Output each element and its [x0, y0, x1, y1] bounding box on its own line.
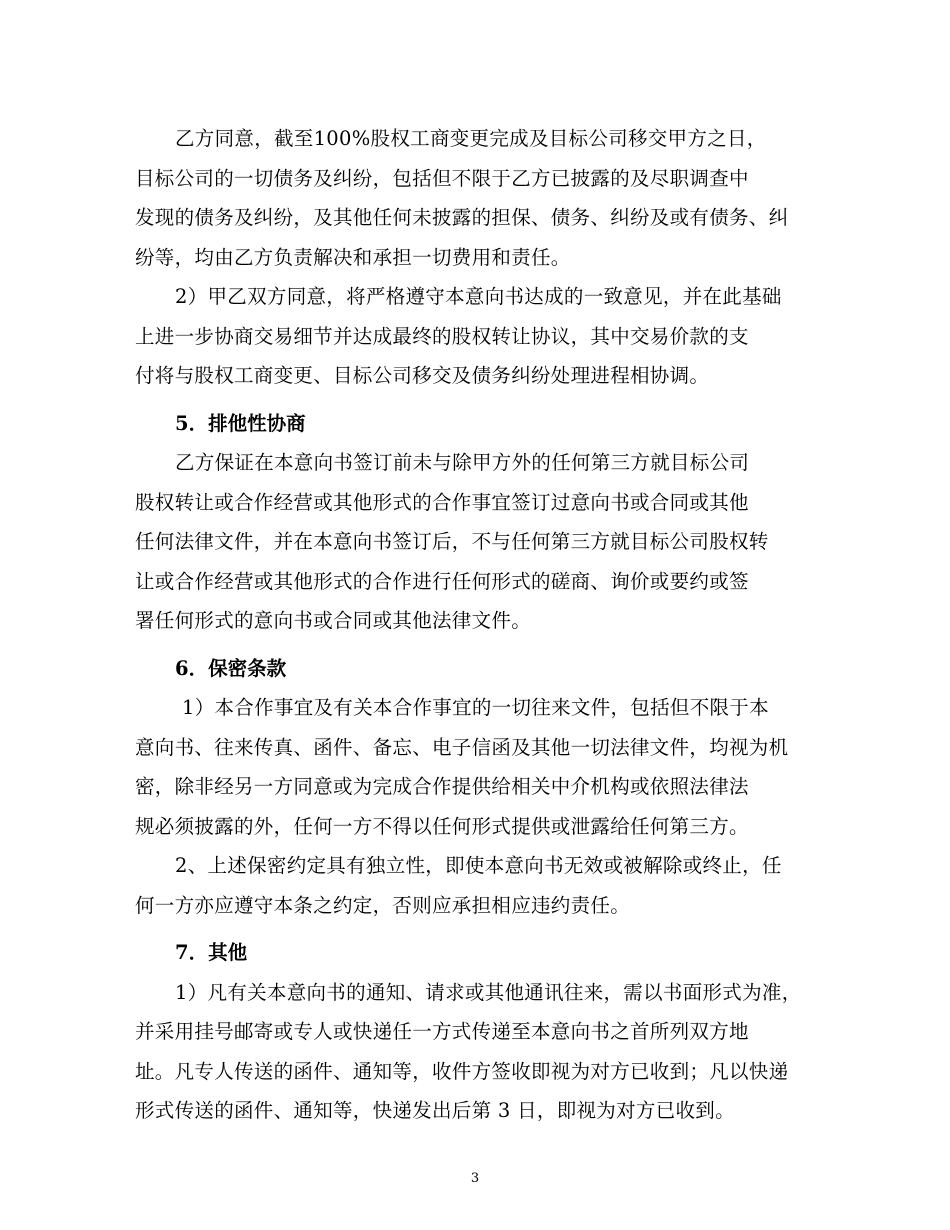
text-line: 署任何形式的意向书或合同或其他法律文件。 [135, 609, 532, 632]
paragraph-mutual-agreement [135, 277, 825, 396]
text-line: 规必须披露的外，任何一方不得以任何形式提供或泄露给任何第三方。 [135, 814, 749, 838]
text-line: 2）甲乙双方同意，将严格遵守本意向书达成的一致意见，并在此基础 [175, 285, 782, 308]
text-line: 密，除非经另一方同意或为完成合作提供给相关中介机构或依照法律法 [135, 775, 749, 798]
text-line: 纷等，均由乙方负责解决和承担一切费用和责任。 [135, 245, 571, 269]
page-number: 3 [470, 1171, 480, 1186]
paragraph-notices [135, 973, 825, 1131]
text-line: 并采用挂号邮寄或专人或快递任一方式传递至本意向书之首所列双方地 [135, 1020, 749, 1043]
paragraph-confidentiality-2 [135, 846, 825, 925]
text-line: 1）凡有关本意向书的通知、请求或其他通讯往来，需以书面形式为准， [175, 980, 802, 1004]
text-line: 股权转让或合作经营或其他形式的合作事宜签订过意向书或合同或其他 [135, 490, 749, 514]
text-line: 何一方亦应遵守本条之约定，否则应承担相应违约责任。 [135, 893, 631, 917]
text-line: 目标公司的一切债务及纠纷，包括但不限于乙方已披露的及尽职调查中 [135, 166, 749, 190]
document-body [135, 119, 825, 1131]
text-line: 让或合作经营或其他形式的合作进行任何形式的磋商、询价或要约或签 [135, 569, 749, 593]
text-line: 1）本合作事宜及有关本合作事宜的一切往来文件，包括但不限于本 [182, 696, 769, 719]
paragraph-exclusivity [135, 443, 825, 641]
paragraph-debt-responsibility [135, 119, 825, 277]
text-line: 任何法律文件，并在本意向书签订后，不与任何第三方就目标公司股权转 [135, 530, 769, 553]
paragraph-confidentiality-1 [135, 688, 825, 846]
text-line: 意向书、往来传真、函件、备忘、电子信函及其他一切法律文件，均视为机 [135, 735, 789, 759]
section-heading-exclusivity: 5．排他性协商 [175, 411, 306, 435]
text-line: 乙方同意，截至100%股权工商变更完成及目标公司移交甲方之日， [175, 127, 767, 150]
text-line: 形式传送的函件、通知等，快递发出后第 3 日，即视为对方已收到。 [135, 1099, 735, 1122]
text-line: 发现的债务及纠纷，及其他任何未披露的担保、债务、纠纷及或有债务、纠 [135, 206, 789, 229]
text-line: 付将与股权工商变更、目标公司移交及债务纠纷处理进程相协调。 [135, 364, 710, 387]
section-heading-other: 7．其他 [175, 941, 248, 964]
text-line: 上进一步协商交易细节并达成最终的股权转让协议，其中交易价款的支 [135, 324, 749, 348]
section-heading-confidentiality: 6．保密条款 [175, 656, 287, 680]
text-line: 址。凡专人传送的函件、通知等，收件方签收即视为对方已收到；凡以快递 [135, 1059, 789, 1083]
text-line: 乙方保证在本意向书签订前未与除甲方外的任何第三方就目标公司 [175, 451, 750, 474]
text-line: 2、上述保密约定具有独立性，即使本意向书无效或被解除或终止，任 [175, 854, 782, 877]
